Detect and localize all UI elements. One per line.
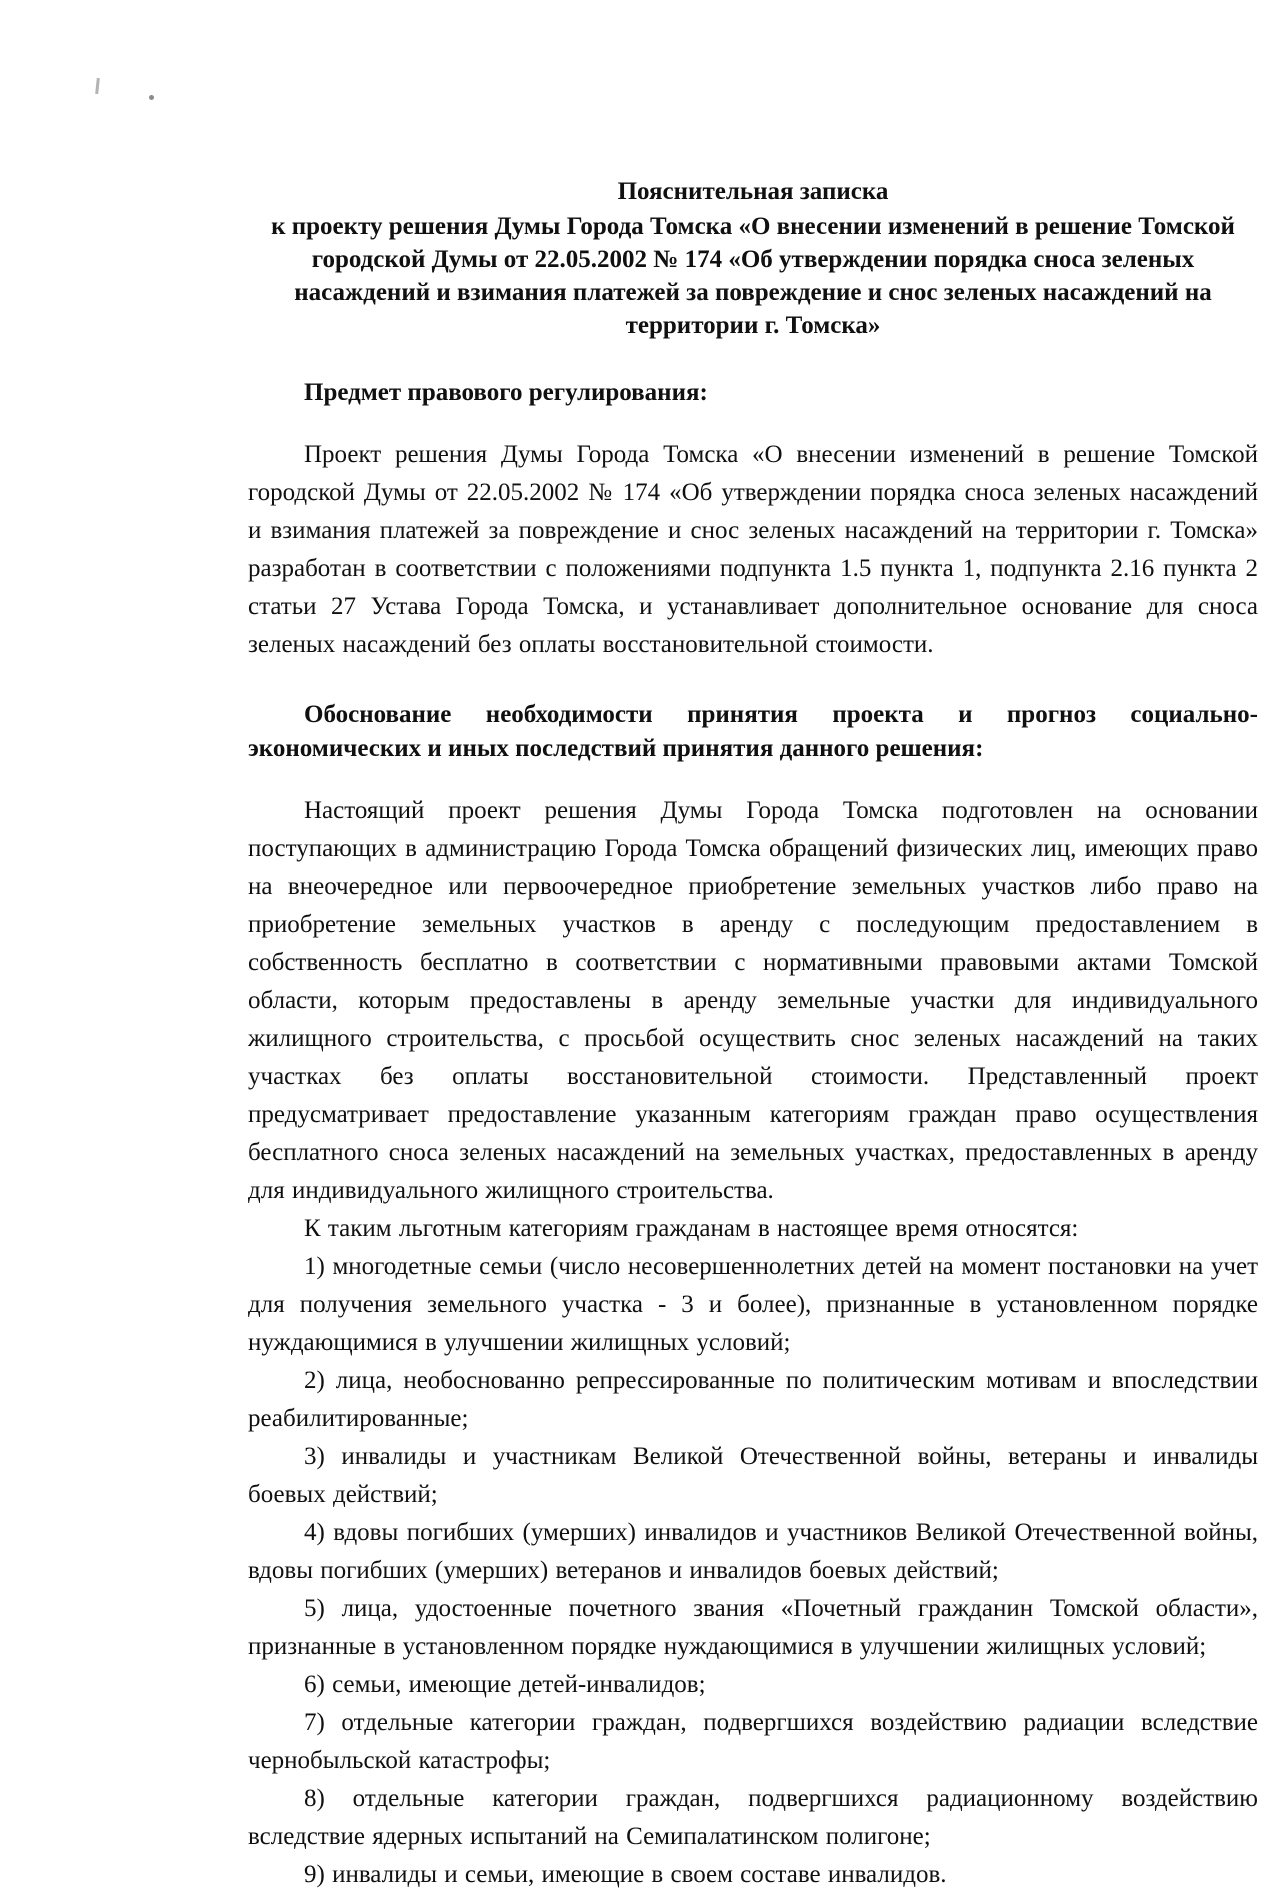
page-right-margin-clip xyxy=(1258,0,1275,1650)
list-item: 2) лица, необоснованно репрессированные по политическим мотивам и впоследствии реабилитированные; xyxy=(248,1367,1258,1432)
section-1-paragraph: Проект решения Думы Города Томска «О внесении изменений в решение Томской городской Думы от 22.05.2002 № 174 «Об утверждении порядка сноса зеленых насаждений и взимания платежей за повреждение и снос зеленых насаждений на территории г. Томска» разработан в соответствии с положениями подпункта 1.5 пункта 1, подпункта 2.16 пункта 2 статьи 27 Устава Города Томска, и устанавливает дополнительное основание для сноса зеленых насаждений без оплаты восстановительной стоимости. xyxy=(248,441,1258,658)
section-2-heading-line-1: Обоснование необходимости принятия проекта и прогноз социально- xyxy=(304,701,1258,728)
scan-artifact-marks xyxy=(96,78,176,108)
section-2-heading xyxy=(248,698,1258,766)
title-line-3: городской Думы от 22.05.2002 № 174 «Об утверждении порядка сноса зеленых xyxy=(311,246,1195,273)
list-item: 7) отдельные категории граждан, подвергшихся воздействию радиации вследствие чернобыльской катастрофы; xyxy=(248,1709,1258,1774)
list-item: 6) семьи, имеющие детей-инвалидов; xyxy=(304,1671,706,1698)
section-2-paragraph-2: К таким льготным категориям гражданам в настоящее время относятся: xyxy=(304,1215,1079,1242)
document-content xyxy=(248,175,1258,1894)
title-line-2: к проекту решения Думы Города Томска «О внесении изменений в решение Томской xyxy=(271,213,1235,240)
scan-mark-stroke xyxy=(95,78,100,94)
section-2-heading-line-2: экономических и иных последствий принятия данного решения: xyxy=(248,735,984,762)
list-item: 4) вдовы погибших (умерших) инвалидов и участников Великой Отечественной войны, вдовы погибших (умерших) ветеранов и инвалидов боевых действий; xyxy=(248,1519,1258,1584)
section-1-heading: Предмет правового регулирования: xyxy=(304,379,708,406)
list-item: 5) лица, удостоенные почетного звания «Почетный гражданин Томской области», признанные в установленном порядке нуждающимися в улучшении жилищных условий; xyxy=(248,1595,1258,1660)
title-line-1: Пояснительная записка xyxy=(617,178,889,205)
list-item: 1) многодетные семьи (число несовершеннолетних детей на момент постановки на учет для получения земельного участка - 3 и более), признанные в установленном порядке нуждающимися в улучшении жилищных условий; xyxy=(248,1253,1258,1356)
list-item: 8) отдельные категории граждан, подвергшихся радиационному воздействию вследствие ядерных испытаний на Семипалатинском полигоне; xyxy=(248,1785,1258,1850)
scan-mark-dot xyxy=(149,95,154,100)
title-line-5: территории г. Томска» xyxy=(625,312,881,339)
document-title xyxy=(248,175,1258,342)
section-2-paragraph-1: Настоящий проект решения Думы Города Томска подготовлен на основании поступающих в администрацию Города Томска обращений физических лиц, имеющих право на внеочередное или первоочередное приобретение земельных участков либо право на приобретение земельных участков в аренду с последующим предоставлением в собственность бесплатно в соответствии с нормативными правовыми актами Томской области, которым предоставлены в аренду земельные участки для индивидуального жилищного строительства, с просьбой осуществить снос зеленых насаждений на таких участках без оплаты восстановительной стоимости. Представленный проект предусматривает предоставление указанным категориям граждан право осуществления бесплатного сноса зеленых насаждений на земельных участках, предоставленных в аренду для индивидуального жилищного строительства. xyxy=(248,797,1258,1204)
list-item: 3) инвалиды и участникам Великой Отечественной войны, ветераны и инвалиды боевых действий; xyxy=(248,1443,1258,1508)
title-line-4: насаждений и взимания платежей за повреждение и снос зеленых насаждений на xyxy=(294,279,1212,306)
list-item: 9) инвалиды и семьи, имеющие в своем составе инвалидов. xyxy=(304,1861,947,1888)
